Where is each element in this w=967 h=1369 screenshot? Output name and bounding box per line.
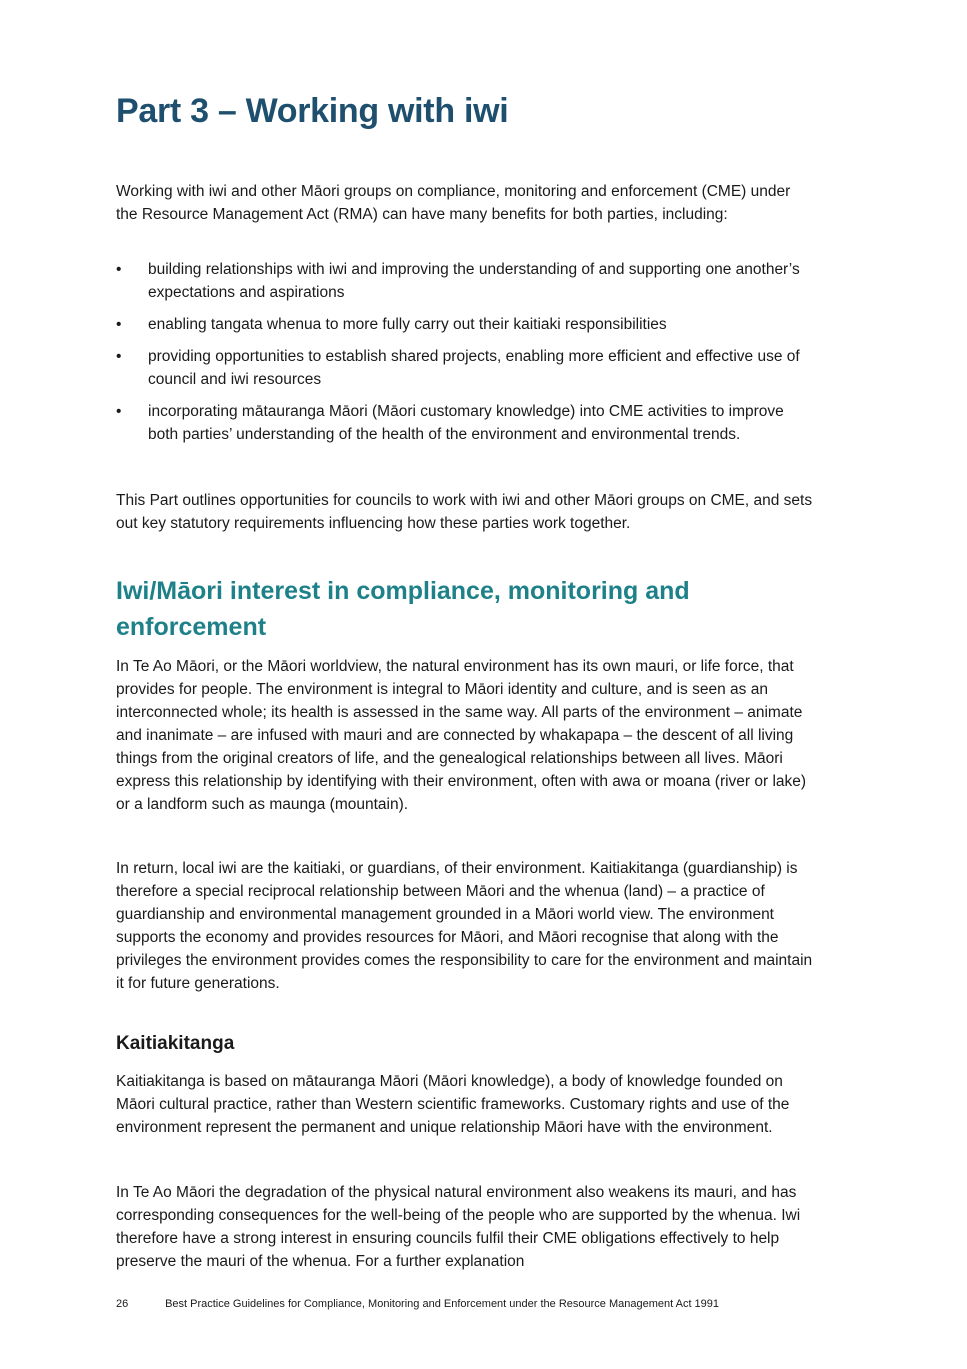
- page-title: Part 3 – Working with iwi: [116, 92, 509, 130]
- intro-paragraph: Working with iwi and other Māori groups on compliance, monitoring and enforcement (CME) under the Resource Management Act (RMA) can have many benefits for both parties, including:: [116, 183, 791, 223]
- bullet-icon: •: [116, 403, 122, 420]
- subsection-heading: Kaitiakitanga: [116, 1033, 235, 1054]
- section-paragraph-1: In Te Ao Māori, or the Māori worldview, the natural environment has its own mauri, or life force, that provides for people. The environment is integral to Māori identity and culture, and is seen as an interconnected whole; its health is assessed in the same way. All parts of the environment – animate and inanimate – are infused with mauri and are connected by whakapapa – the descent of all living things from the original creators of life, and the genealogical relationships between all lives. Māori express this relationship by identifying with their environment, often with awa or moana (river or lake) or a landform such as maunga (mountain).: [116, 658, 807, 813]
- list-item-text: enabling tangata whenua to more fully carry out their kaitiaki responsibilities: [148, 316, 667, 333]
- outline-paragraph: This Part outlines opportunities for councils to work with iwi and other Māori groups on CME, and sets out key statutory requirements influencing how these parties work together.: [116, 492, 813, 532]
- bullet-icon: •: [116, 316, 122, 333]
- page-number: 26: [116, 1298, 129, 1310]
- list-item: [116, 313, 816, 336]
- benefits-list: [116, 258, 816, 455]
- list-item: [116, 345, 816, 391]
- bullet-icon: •: [116, 348, 122, 365]
- list-item-text: providing opportunities to establish shared projects, enabling more efficient and effective use of council and iwi resources: [148, 348, 800, 388]
- list-item: [116, 400, 816, 446]
- subsection-paragraph-1: Kaitiakitanga is based on mātauranga Māori (Māori knowledge), a body of knowledge founded on Māori cultural practice, rather than Western scientific frameworks. Customary rights and use of the environment represent the permanent and unique relationship Māori have with the environment.: [116, 1073, 790, 1136]
- section-heading: Iwi/Māori interest in compliance, monitoring and enforcement: [116, 577, 690, 641]
- list-item-text: incorporating mātauranga Māori (Māori customary knowledge) into CME activities to improve both parties’ understanding of the health of the environment and environmental trends.: [148, 403, 784, 443]
- section-paragraph-2: In return, local iwi are the kaitiaki, or guardians, of their environment. Kaitiakitanga (guardianship) is therefore a special reciprocal relationship between Māori and the whenua (land) – a practice of guardianship and environmental management grounded in a Māori world view. The environment supports the economy and provides resources for Māori, and Māori recognise that along with the privileges the environment provides comes the responsibility to care for the environment and maintain it for future generations.: [116, 860, 813, 992]
- page-footer: [116, 1298, 719, 1310]
- list-item-text: building relationships with iwi and improving the understanding of and supporting one another’s expectations and aspirations: [148, 261, 800, 301]
- list-item: [116, 258, 816, 304]
- bullet-icon: •: [116, 261, 122, 278]
- footer-text: Best Practice Guidelines for Compliance, Monitoring and Enforcement under the Resource Management Act 1991: [165, 1298, 720, 1310]
- subsection-paragraph-2: In Te Ao Māori the degradation of the physical natural environment also weakens its mauri, and has corresponding consequences for the well-being of the people who are supported by the whenua. Iwi therefore have a strong interest in ensuring councils fulfil their CME obligations effectively to help preserve the mauri of the whenua. For a further explanation: [116, 1184, 801, 1270]
